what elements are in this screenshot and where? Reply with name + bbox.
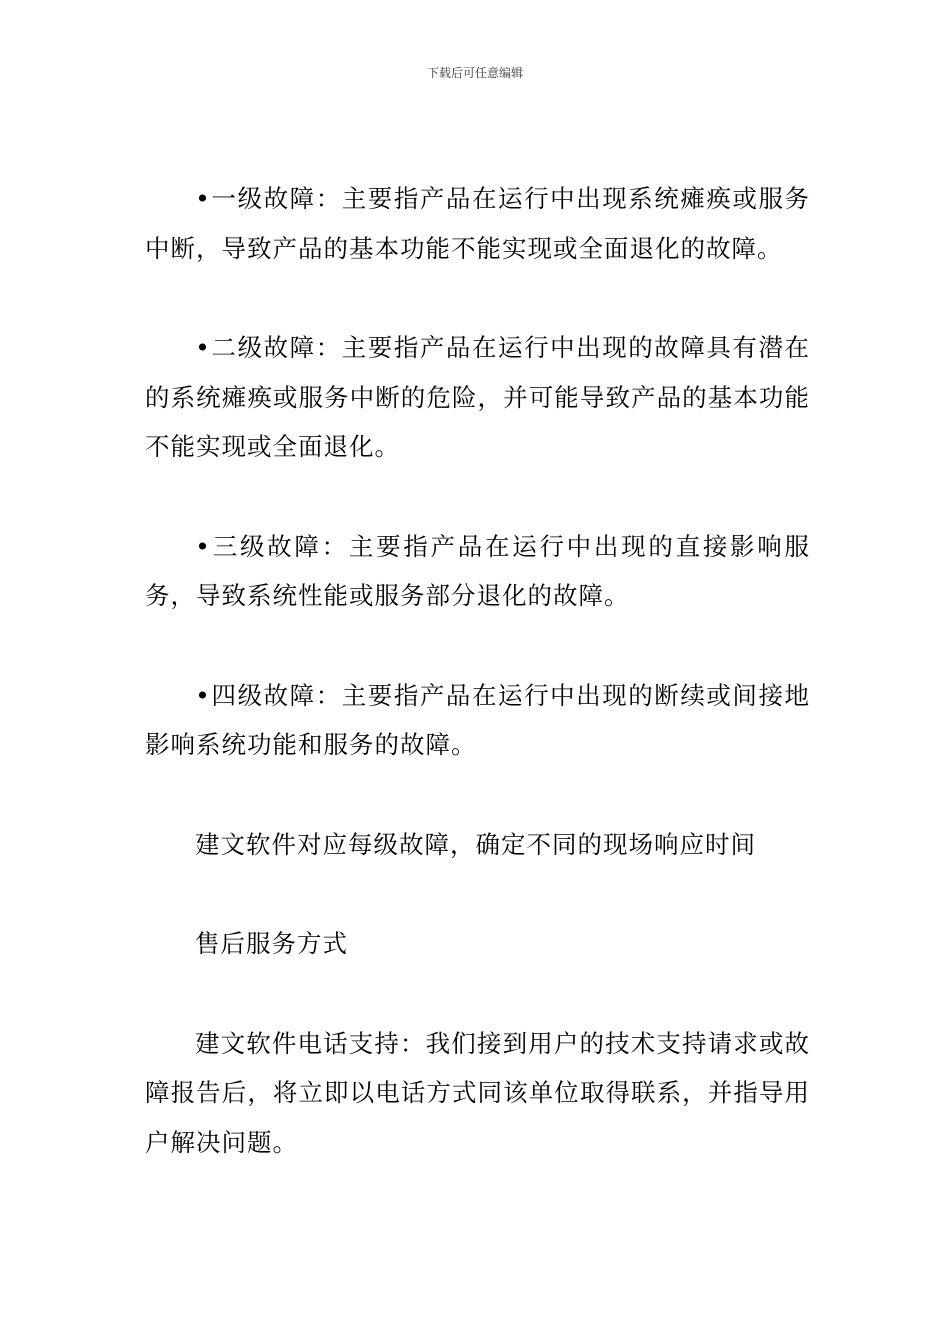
- bullet-icon: •: [195, 184, 211, 213]
- fault-level-1-paragraph: [145, 174, 810, 273]
- paragraph-text: 三级故障：主要指产品在运行中出现的直接影响服务，导致系统性能或服务部分退化的故障。: [145, 531, 810, 610]
- phone-support-paragraph: 建文软件电话支持：我们接到用户的技术支持请求或故障报告后，将立即以电话方式同该单位取得联系，并指导用户解决问题。: [145, 1028, 810, 1157]
- fault-level-3-paragraph: [145, 522, 810, 621]
- paragraph-text: 二级故障：主要指产品在运行中出现的故障具有潜在的系统瘫痪或服务中断的危险，并可能导致产品的基本功能不能实现或全面退化。: [145, 333, 810, 461]
- response-time-paragraph: 建文软件对应每级故障，确定不同的现场响应时间: [195, 829, 756, 859]
- bullet-icon: •: [195, 680, 211, 710]
- paragraph-text: 四级故障：主要指产品在运行中出现的断续或间接地影响系统功能和服务的故障。: [145, 680, 810, 759]
- bullet-icon: •: [195, 531, 211, 561]
- fault-level-4-paragraph: [145, 671, 810, 770]
- fault-level-2-paragraph: [145, 323, 810, 472]
- page-header: 下载后可任意编辑: [426, 66, 523, 80]
- bullet-icon: •: [195, 333, 211, 362]
- paragraph-text: 一级故障：主要指产品在运行中出现系统瘫痪或服务中断，导致产品的基本功能不能实现或全面退化的故障。: [145, 184, 810, 263]
- service-method-heading: 售后服务方式: [195, 929, 348, 958]
- document-body: [145, 174, 810, 1167]
